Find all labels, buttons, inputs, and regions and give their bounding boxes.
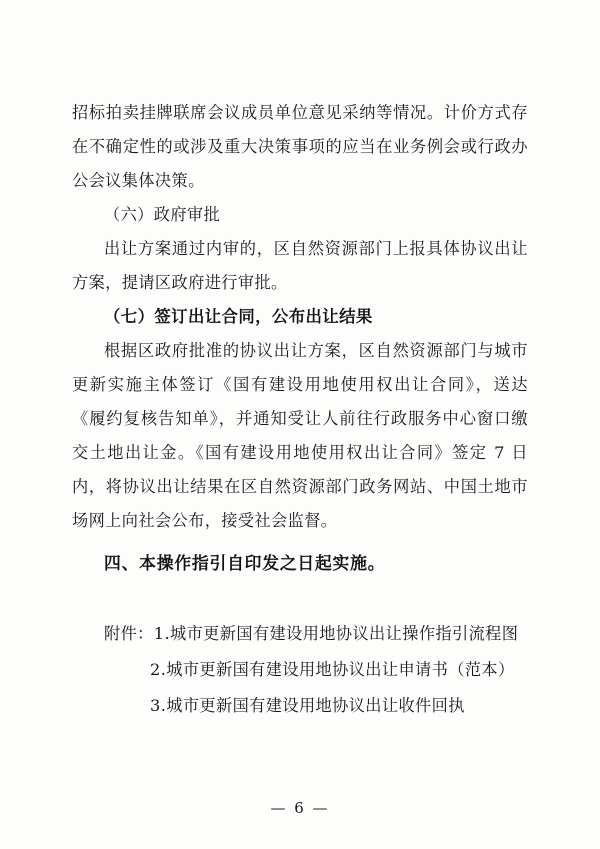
attachment-list [72, 616, 528, 724]
page-number: — 6 — [270, 799, 330, 817]
spacer [72, 580, 528, 606]
list-item: 3.城市更新国有建设用地协议出让收件回执 [150, 696, 465, 715]
list-item: 附件：1.城市更新国有建设用地协议出让操作指引流程图 [104, 624, 519, 643]
page-footer [0, 798, 600, 817]
spacer [72, 538, 528, 546]
body-paragraph: 出让方案通过内审的，区自然资源部门上报具体协议出让方案，提请区政府进行审批。 [72, 239, 528, 292]
section-heading-four: 四、本操作指引自印发之日起实施。 [104, 553, 386, 573]
subsection-heading-seven: （七）签订出让合同，公布出让结果 [104, 307, 373, 326]
page-content [72, 96, 528, 724]
body-paragraph: 招标拍卖挂牌联席会议成员单位意见采纳等情况。计价方式存在不确定性的或涉及重大决策事项的应当在业务例会或行政办公会议集体决策。 [72, 103, 528, 190]
list-item: 2.城市更新国有建设用地协议出让申请书（范本） [150, 660, 515, 679]
subsection-heading-six: （六）政府审批 [104, 205, 221, 224]
body-paragraph: 根据区政府批准的协议出让方案，区自然资源部门与城市更新实施主体签订《国有建设用地使用权出让合同》，送达《履约复核告知单》，并通知受让人前往行政服务中心窗口缴交土地出让金。《国有建设用地使用权出让合同》签定 7 日内，将协议出让结果在区自然资源部门政务网站、中国土地市场网上向社会公布，接受社会监督。 [72, 341, 528, 530]
